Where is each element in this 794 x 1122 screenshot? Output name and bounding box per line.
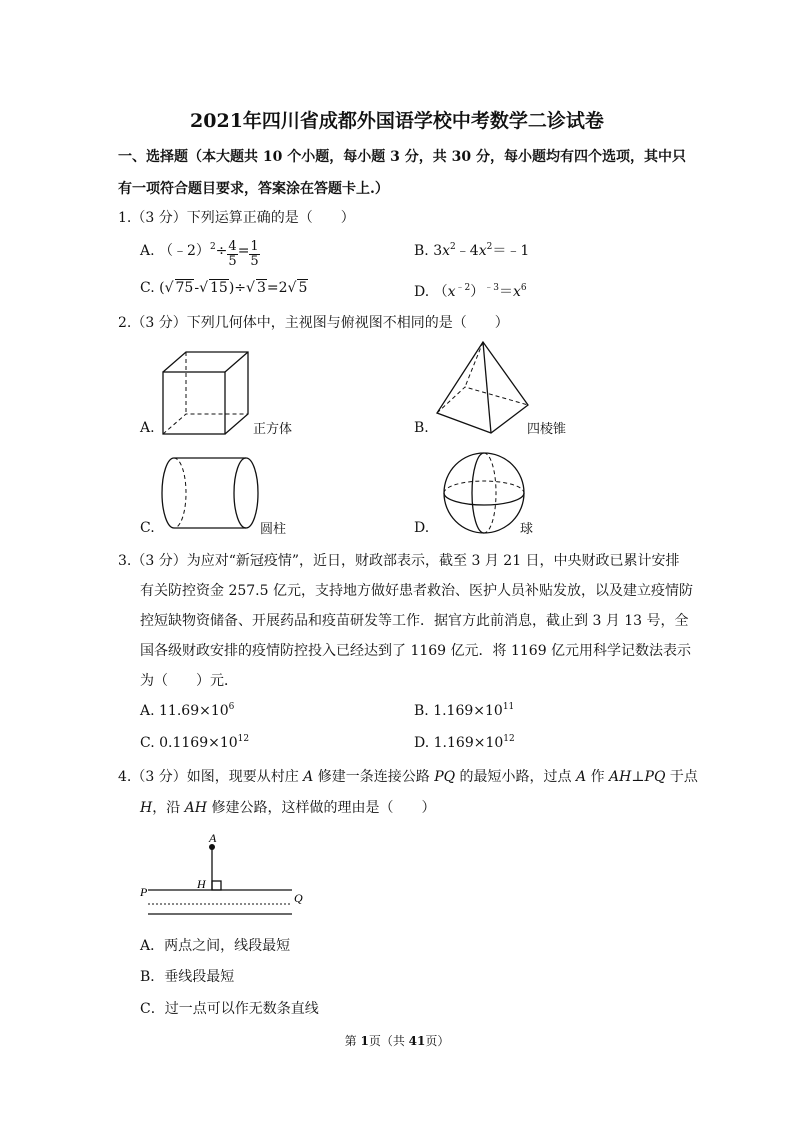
q3-option-b[interactable]: B. $1.169\times 10^{11}$	[414, 702, 515, 719]
sphere-figure	[440, 452, 530, 534]
cube-figure	[160, 350, 250, 435]
q1-option-a[interactable]: A. （﹣2）$^2$÷ $\frac{4}{5}$ = $\frac{1}{5}$	[140, 239, 259, 269]
label-p: P	[140, 885, 148, 899]
q2-option-d-name: 球	[520, 522, 534, 537]
q1-stem: 1.（3 分）下列运算正确的是（ ）	[118, 210, 355, 226]
fraction-1-5: $\frac{1}{5}$	[250, 239, 259, 269]
q3-stem-line5: 为（ ）元．	[140, 673, 238, 689]
q3-stem-line2: 有关防控资金 257.5 亿元，支持地方做好患者救治、医护人员补贴发放，以及建立疫情防	[140, 583, 693, 599]
sqrt-symbol: √	[199, 280, 208, 296]
page-footer: 第 1页（共 41页）	[344, 1034, 450, 1048]
sqrt-symbol: √	[246, 280, 255, 296]
q4-option-b[interactable]: B．垂线段最短	[140, 969, 235, 985]
q2-option-b-label[interactable]: B.	[414, 420, 429, 436]
right-angle-mark	[212, 881, 221, 890]
q3-option-c[interactable]: C. $0.1169\times 10^{12}$	[140, 734, 250, 751]
section-header-line2: 有一项符合题目要求，答案涂在答题卡上.）	[118, 181, 389, 197]
fraction-4-5: $\frac{4}{5}$	[228, 239, 237, 269]
cylinder-figure	[160, 455, 260, 535]
q2-option-d-label[interactable]: D.	[414, 520, 430, 536]
road-figure	[140, 830, 310, 920]
page-number: 1	[360, 1034, 369, 1048]
q2-option-c-name: 圆柱	[260, 522, 287, 537]
q2-option-a-name: 正方体	[253, 422, 293, 437]
label-a: A	[209, 831, 217, 845]
label-q: Q	[294, 891, 303, 905]
q3-option-a[interactable]: A. $11.69\times 10^6$	[140, 702, 235, 719]
q3-stem-line4: 国各级财政安排的疫情防控投入已经达到了 1169 亿元．将 1169 亿元用科学记数法表示	[140, 643, 692, 659]
sqrt-symbol: √	[287, 280, 297, 296]
q3-option-d[interactable]: D. $1.169\times 10^{12}$	[414, 734, 515, 751]
exam-title: 2021年四川省成都外国语学校中考数学二诊试卷	[190, 110, 604, 132]
page-total: 41	[408, 1034, 426, 1048]
q1-option-d[interactable]: D. $(x^{﹣2})^{﹣3}=x^6$	[414, 283, 527, 300]
q3-stem-line3: 控短缺物资储备、开展药品和疫苗研发等工作．据官方此前消息，截止到 3 月 13 号，全	[140, 613, 689, 629]
q4-stem-line1: 4.（3 分）如图，现要从村庄 A 修建一条连接公路 PQ 的最短小路，过点 A 作 AH⊥PQ 于点	[118, 769, 698, 785]
q4-option-a[interactable]: A．两点之间，线段最短	[140, 938, 291, 954]
option-label: A.	[140, 243, 155, 259]
q4-option-c[interactable]: C．过一点可以作无数条直线	[140, 1001, 319, 1017]
q2-stem: 2.（3 分）下列几何体中，主视图与俯视图不相同的是（ ）	[118, 315, 509, 331]
q2-option-a-label[interactable]: A.	[140, 420, 155, 436]
q1-option-b[interactable]: B. $3x^2﹣4x^2=﹣1$	[414, 242, 530, 259]
q2-option-b-name: 四棱锥	[527, 422, 567, 437]
sqrt-symbol: √	[164, 280, 174, 296]
q2-option-c-label[interactable]: C.	[140, 520, 155, 536]
q3-stem-line1: 3.（3 分）为应对“新冠疫情”，近日，财政部表示，截至 3 月 21 日，中央财政已累计安排	[118, 553, 680, 569]
label-h: H	[197, 877, 206, 891]
q4-stem-line2: H，沿 AH 修建公路，这样做的理由是（ ）	[140, 800, 436, 816]
section-header-line1: 一、选择题（本大题共 10 个小题，每小题 3 分，共 30 分，每小题均有四个选项，其中只	[118, 149, 686, 165]
q1-option-c[interactable]: C. (√ 75-√ 15)÷√ 3=2√ 5	[140, 280, 308, 296]
pyramid-figure	[435, 340, 530, 435]
